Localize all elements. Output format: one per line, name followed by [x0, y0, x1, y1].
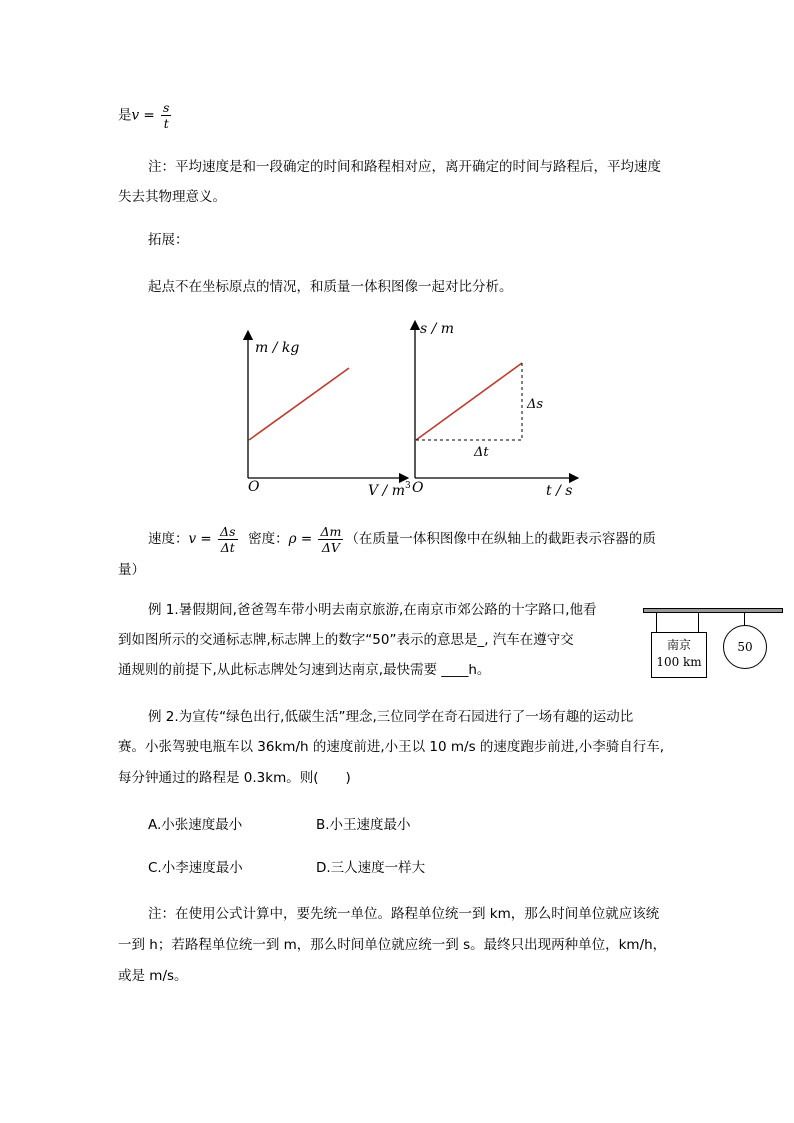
option-a: A.小张速度最小 [148, 817, 243, 833]
left-origin: O [248, 479, 260, 495]
note2-line2: 一到 h；若路程单位统一到 m，那么时间单位就应统一到 s。最终只出现两种单位，km/h， [118, 937, 667, 953]
example1-line1: 例 1.暑假期间,爸爸驾车带小明去南京旅游,在南京市郊公路的十字路口,他看 [148, 602, 597, 618]
example1-line3: 通规则的前提下,从此标志牌处匀速到达南京,最快需要 ____h。 [118, 662, 491, 678]
traffic-sign-figure [643, 608, 783, 688]
density-fraction [318, 524, 343, 555]
example1-line2: 到如图所示的交通标志牌,标志牌上的数字“50”表示的意思是_, 汽车在遵守交 [118, 632, 574, 648]
right-y-label: s / m [420, 321, 455, 337]
extension-title: 拓展： [148, 232, 189, 248]
speed-note-line1: （在质量一体积图像中在纵轴上的截距表示容器的质 [345, 531, 656, 547]
speed-limit-value: 50 [737, 640, 753, 654]
speed-limit-sign [723, 625, 767, 669]
speed-fraction [218, 524, 237, 555]
density-numerator: Δm [320, 523, 342, 539]
sign-post-circle [744, 613, 745, 625]
density-var: ρ [288, 531, 297, 547]
example2-line1: 例 2.为宣传“绿色出行,低碳生活”理念,三位同学在奇石园进行了一场有趣的运动比 [148, 709, 634, 725]
density-label: 密度： [248, 531, 289, 547]
example2-line2: 赛。小张驾驶电瓶车以 36km/h 的速度前进,小王以 10 m/s 的速度跑步前进,小李骑自行车, [118, 739, 664, 755]
speed-denominator: Δt [220, 539, 235, 555]
sign-post-right [698, 613, 699, 632]
note1-line2: 失去其物理意义。 [118, 189, 226, 205]
speed-density-formula: 速度：v = $\frac{\Delta s}{\Delta t}$ 密度：ρ = $\frac{\Delta m}{\Delta V}$ （在质量一体积图像中在纵轴上的截距表示容器的质 [148, 523, 656, 555]
right-origin: O [412, 480, 424, 496]
formula-fraction [161, 100, 171, 131]
formula-numerator: s [163, 100, 170, 115]
left-x-label-sup: 3 [405, 481, 411, 491]
mass-volume-graph [248, 335, 411, 499]
speed-numerator: Δs [220, 523, 236, 539]
sign-city: 南京 [666, 638, 691, 652]
sign-distance: 100 km [656, 655, 702, 669]
graphs-figure [0, 315, 794, 515]
sign-post-left [656, 613, 657, 632]
distance-time-graph [412, 321, 574, 499]
example2-line3: 每分钟通过的路程是 0.3km。则( ) [118, 770, 351, 786]
option-c: C.小李速度最小 [148, 860, 243, 876]
extension-text: 起点不在坐标原点的情况，和质量一体积图像一起对比分析。 [148, 279, 513, 295]
left-x-label [368, 481, 411, 499]
right-x-label: t / s [546, 483, 573, 499]
sign-bar [643, 608, 783, 613]
density-denominator: ΔV [321, 539, 340, 555]
note2-line1: 注：在使用公式计算中，要先统一单位。路程单位统一到 km，那么时间单位就应该统 [148, 906, 660, 922]
delta-t-label: Δt [474, 445, 489, 460]
formula-var: v [131, 107, 140, 124]
note1-line1: 注：平均速度是和一段确定的时间和路程相对应，离开确定的时间与路程后，平均速度 [148, 159, 661, 175]
delta-s-label: Δs [527, 397, 544, 412]
formula-prefix: 是 [118, 107, 132, 124]
left-x-label-text: V / m [368, 483, 406, 499]
formula-eq: = [139, 107, 160, 124]
speed-note-line2: 量） [118, 562, 145, 578]
speed-var: v [188, 531, 197, 547]
speed-label: 速度： [148, 531, 189, 547]
right-data-line [416, 363, 522, 440]
left-data-line [249, 368, 349, 440]
option-b: B.小王速度最小 [316, 817, 411, 833]
option-d: D.三人速度一样大 [316, 860, 426, 876]
average-speed-formula [118, 100, 173, 131]
note2-line3: 或是 m/s。 [118, 968, 188, 984]
distance-sign [651, 632, 707, 678]
formula-denominator: t [163, 116, 169, 131]
left-y-label: m / kg [255, 340, 300, 356]
